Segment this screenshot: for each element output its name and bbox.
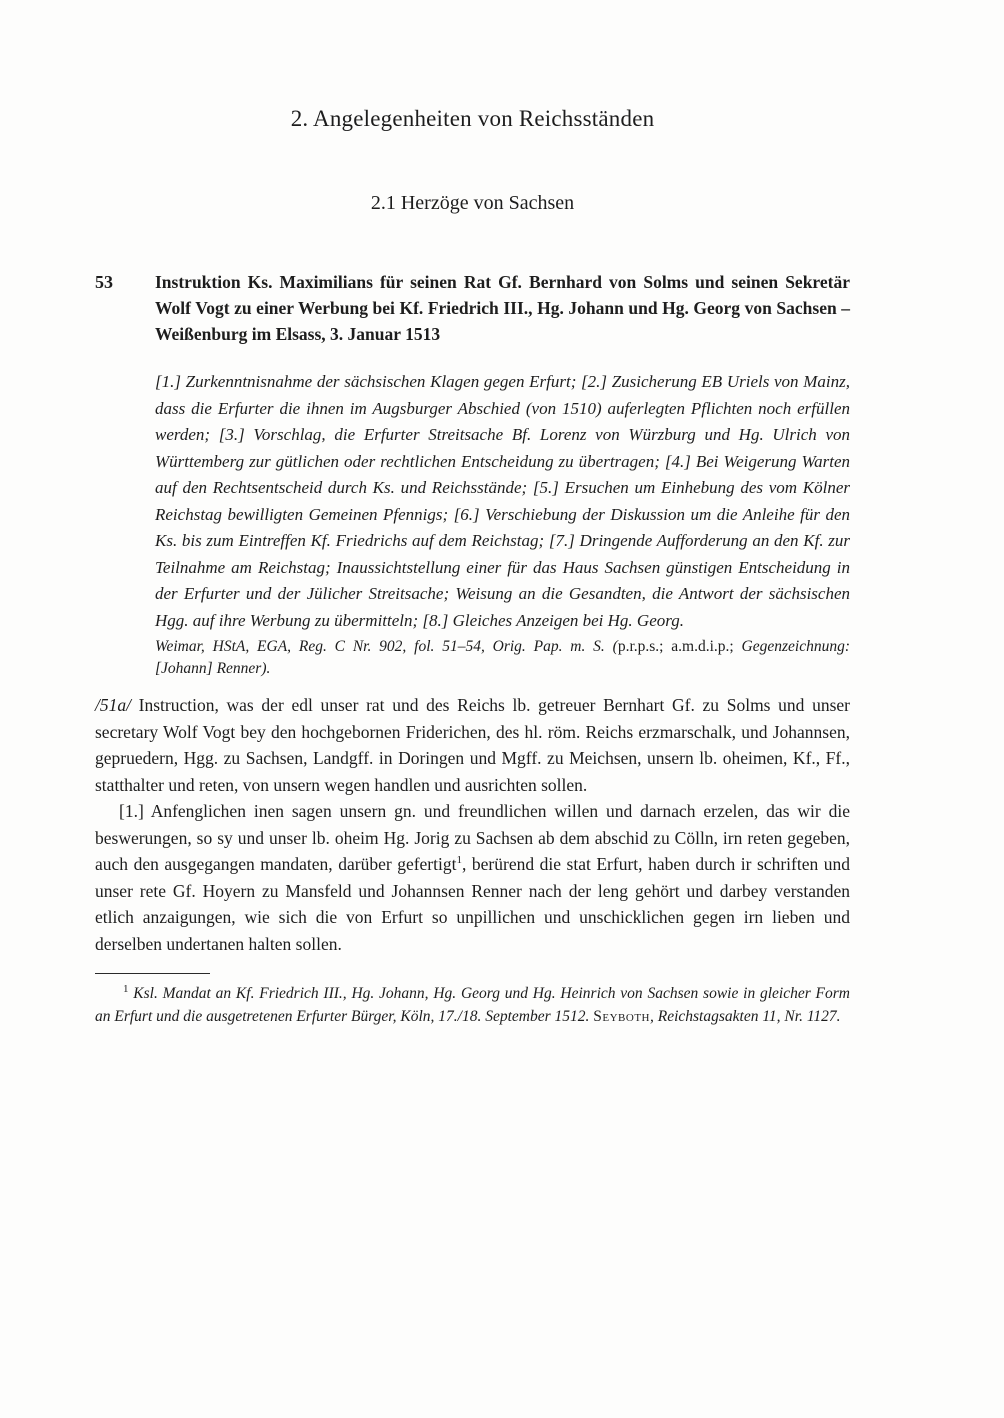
body-paragraph-2 bbox=[95, 798, 850, 957]
body-paragraph-2-text-b: , berürend die stat Erfurt, haben durch ir schriften und unser rete Gf. Hoyern zu Mansfeld und Johannsen Renner nach der leng gehört und darbey verstanden etlich anzaigungen, wie sich die von Erfurt so unpillichen und unschicklichen gegen irn lieben und derselben undertanen halten sollen. bbox=[95, 854, 850, 954]
entry-summary: [1.] Zurkenntnisnahme der sächsischen Klagen gegen Erfurt; [2.] Zusicherung EB Uriels von Mainz, dass die Erfurter die ihnen im Augsburger Abschied (von 1510) auferlegten Pflichten noch erfüllen werden; [3.] Vorschlag, die Erfurter Streitsache Bf. Lorenz von Würzburg und Hg. Ulrich von Württemberg zur gütlichen oder rechtlichen Entscheidung zu übertragen; [4.] Bei Weigerung Warten auf den Rechtsentscheid durch Ks. und Reichsstände; [5.] Ersuchen um Einhebung des vom Kölner Reichstag bewilligten Gemeinen Pfennigs; [6.] Verschiebung der Diskussion um die Anleihe für den Ks. bis zum Eintreffen Kf. Friedrichs auf dem Reichstag; [7.] Dringende Aufforderung an den Kf. zur Teilnahme am Reichstag; Inaussichtstellung einer für das Haus Sachsen günstigen Entscheidung in der Erfurter und der Jülicher Streitsache; Weisung an die Gesandten, die Antwort der sächsischen Hgg. auf ihre Werbung zu übermitteln; [8.] Gleiches Anzeigen bei Hg. Georg. bbox=[155, 372, 850, 630]
entry-number: 53 bbox=[95, 272, 113, 292]
footnote-1 bbox=[95, 982, 850, 1028]
body-paragraph-1 bbox=[95, 692, 850, 798]
entry-title: Instruktion Ks. Maximilians für seinen Rat Gf. Bernhard von Solms und seinen Sekretär Wolf Vogt zu einer Werbung bei Kf. Friedrich III., Hg. Johann und Hg. Georg von Sachsen – Weißenburg im Elsass, 3. Januar 1513 bbox=[155, 272, 850, 344]
section-title: 2.1 Herzöge von Sachsen bbox=[370, 192, 575, 214]
footnote-separator-rule bbox=[95, 973, 210, 974]
archive-reference-sigla: p.r.p.s.; a.m.d.i.p.; bbox=[617, 638, 734, 655]
archive-reference bbox=[155, 636, 850, 680]
footnote-text: Ksl. Mandat an Kf. Friedrich III., Hg. Johann, Hg. Georg und Hg. Heinrich von Sachsen sowie in gleicher Form an Erfurt und die ausgetretenen Erfurter Bürger, Köln, 17./18. September 1512. bbox=[95, 985, 850, 1025]
document-body bbox=[95, 692, 850, 957]
footnote-citation: , Reichstagsakten 11, Nr. 1127. bbox=[649, 1008, 841, 1025]
footnote-reference-marker: 1 bbox=[456, 854, 462, 867]
footnote-area bbox=[95, 973, 850, 1028]
folio-marker: /51a/ bbox=[95, 695, 131, 715]
entry-heading bbox=[95, 269, 850, 347]
archive-reference-countersignature: Gegenzeichnung: [Johann] Renner). bbox=[155, 638, 851, 677]
body-paragraph-1-text: Instruction, was der edl unser rat und des Reichs lb. getreuer Bernhart Gf. zu Solms und unser secretary Wolf Vogt bey den hochgebornen Friderichen, des hl. röm. Reichs erzmarschalk, und Johannsen, gepruedern, Hgg. zu Sachsen, Landgff. in Doringen und Mgff. zu Meichsen, unsern lb. oheimen, Kf., Ff., statthalter und reten, von unsern wegen handlen und ausrichten sollen. bbox=[95, 695, 850, 795]
body-paragraph-2-text-a: [1.] Anfenglichen inen sagen unsern gn. und freundlichen willen und darnach erzelen, das wir die beswerungen, so sy und unser lb. oheim Hg. Jorig zu Sachsen ab dem abschid zu Cölln, irn reten gegeben, auch den ausgegangen mandaten, darüber gefertigt bbox=[95, 801, 850, 874]
chapter-title: 2. Angelegenheiten von Reichsständen bbox=[290, 106, 655, 131]
footnote-number: 1 bbox=[123, 982, 129, 995]
footnote-author-name: Seyboth bbox=[593, 1008, 650, 1025]
archive-reference-text: Weimar, HStA, EGA, Reg. C Nr. 902, fol. 51–54, Orig. Pap. m. S. ( bbox=[155, 638, 618, 655]
